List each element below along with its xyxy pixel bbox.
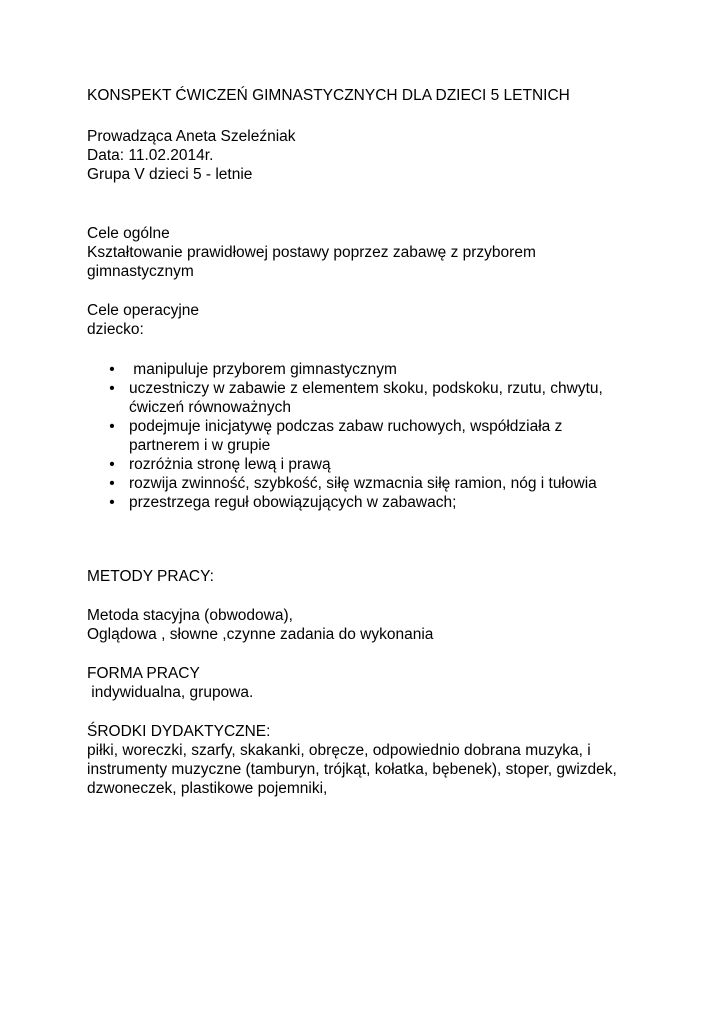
- form-section: [87, 664, 647, 702]
- operational-goals-list: [87, 360, 647, 512]
- list-item-text: podejmuje inicjatywę podczas zabaw ruchowych, współdziała z: [129, 418, 563, 435]
- list-item-text: partnerem i w grupie: [129, 437, 271, 454]
- bullet-icon: •: [109, 361, 115, 378]
- form-line: indywidualna, grupowa.: [87, 684, 254, 701]
- methods-heading: METODY PRACY:: [87, 568, 214, 585]
- list-item-text: manipuluje przyborem gimnastycznym: [129, 361, 397, 378]
- list-item: [87, 474, 647, 493]
- materials-line: instrumenty muzyczne (tamburyn, trójkąt, kołatka, bębenek), stoper, gwizdek,: [87, 761, 617, 778]
- bullet-icon: •: [109, 380, 115, 397]
- general-goals-section: [87, 224, 647, 281]
- methods-line: Oglądowa , słowne ,czynne zadania do wykonania: [87, 626, 434, 643]
- list-item: [87, 360, 647, 379]
- methods-section: [87, 567, 647, 644]
- general-goals-heading: Cele ogólne: [87, 225, 170, 242]
- methods-line: Metoda stacyjna (obwodowa),: [87, 607, 293, 624]
- form-heading: FORMA PRACY: [87, 665, 200, 682]
- list-item: [87, 417, 647, 455]
- header-info: [87, 127, 647, 184]
- document-body: [87, 86, 647, 798]
- list-item-text: ćwiczeń równoważnych: [129, 399, 291, 416]
- list-item: [87, 455, 647, 474]
- bullet-icon: •: [109, 494, 115, 511]
- bullet-icon: •: [109, 418, 115, 435]
- list-item: [87, 493, 647, 512]
- materials-line: piłki, woreczki, szarfy, skakanki, obręcze, odpowiednio dobrana muzyka, i: [87, 742, 591, 759]
- list-item-text: rozwija zwinność, szybkość, siłę wzmacnia siłę ramion, nóg i tułowia: [129, 475, 597, 492]
- document-title: KONSPEKT ĆWICZEŃ GIMNASTYCZNYCH DLA DZIECI 5 LETNICH: [87, 87, 570, 104]
- list-item: [87, 379, 647, 417]
- operational-goals-heading: Cele operacyjne: [87, 302, 200, 319]
- operational-goals-section: [87, 301, 647, 512]
- materials-line: dzwoneczek, plastikowe pojemniki,: [87, 780, 328, 797]
- general-goals-line: gimnastycznym: [87, 263, 194, 280]
- bullet-icon: •: [109, 475, 115, 492]
- operational-goals-subheading: dziecko:: [87, 321, 144, 338]
- bullet-icon: •: [109, 456, 115, 473]
- teacher-line: Prowadząca Aneta Szeleźniak: [87, 128, 296, 145]
- group-line: Grupa V dzieci 5 - letnie: [87, 166, 253, 183]
- materials-heading: ŚRODKI DYDAKTYCZNE:: [87, 723, 271, 740]
- date-line: Data: 11.02.2014r.: [87, 147, 214, 164]
- list-item-text: rozróżnia stronę lewą i prawą: [129, 456, 331, 473]
- general-goals-line: Kształtowanie prawidłowej postawy poprzez zabawę z przyborem: [87, 244, 536, 261]
- list-item-text: uczestniczy w zabawie z elementem skoku, podskoku, rzutu, chwytu,: [129, 380, 603, 397]
- list-item-text: przestrzega reguł obowiązujących w zabawach;: [129, 494, 457, 511]
- materials-section: [87, 722, 647, 798]
